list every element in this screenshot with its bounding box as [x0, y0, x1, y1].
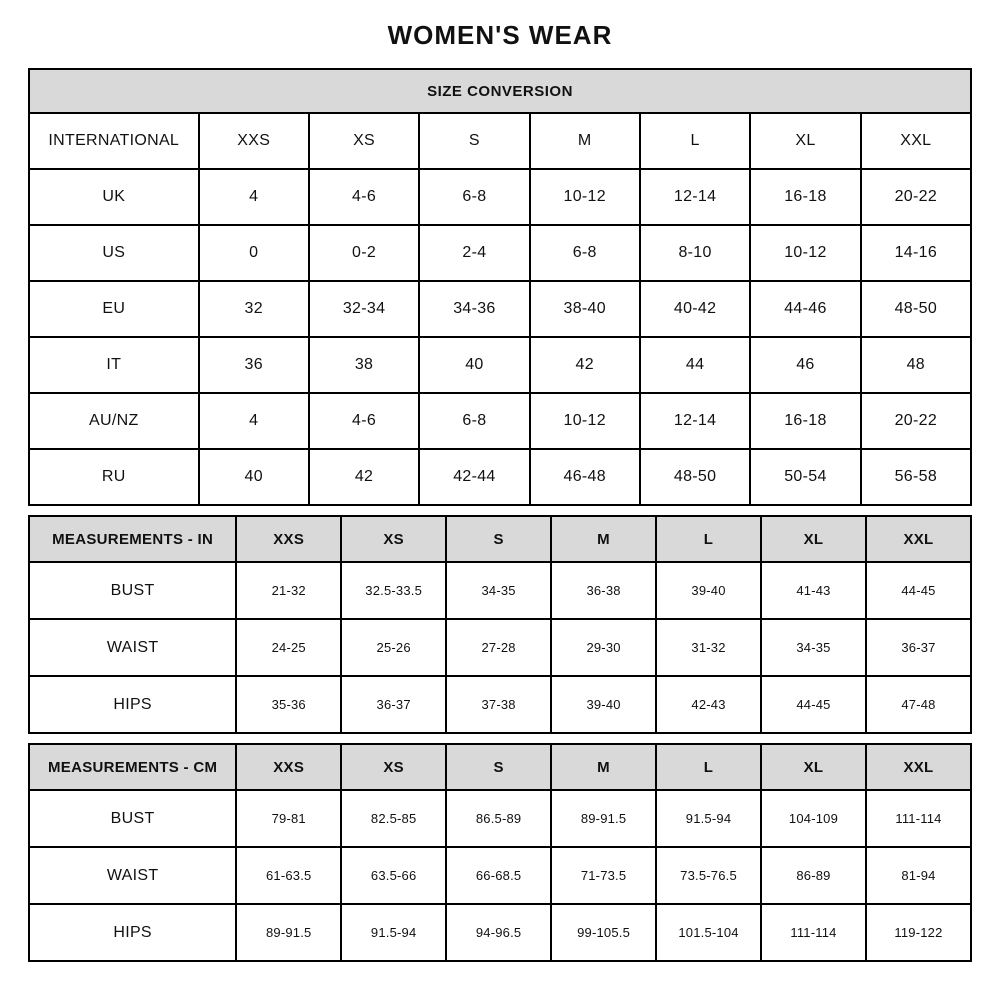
value-cell: 44-45	[761, 676, 866, 733]
value-cell: 63.5-66	[341, 847, 446, 904]
value-cell: 37-38	[446, 676, 551, 733]
value-cell: 0	[199, 225, 309, 281]
measurements-in-table	[28, 515, 972, 734]
value-cell: 27-28	[446, 619, 551, 676]
column-header: MEASUREMENTS - IN	[29, 516, 236, 562]
row-label: IT	[29, 337, 199, 393]
value-cell: 66-68.5	[446, 847, 551, 904]
column-header: XXL	[866, 744, 971, 790]
value-cell: 36-38	[551, 562, 656, 619]
table-row	[29, 169, 971, 225]
value-cell: 91.5-94	[656, 790, 761, 847]
table-row	[29, 562, 971, 619]
value-cell: 10-12	[530, 169, 640, 225]
value-cell: 111-114	[761, 904, 866, 961]
value-cell: 32	[199, 281, 309, 337]
table-row	[29, 281, 971, 337]
table-title: SIZE CONVERSION	[29, 69, 971, 113]
column-header: XS	[309, 113, 419, 169]
column-header: M	[530, 113, 640, 169]
value-cell: 48	[861, 337, 971, 393]
value-cell: 25-26	[341, 619, 446, 676]
column-header: XS	[341, 744, 446, 790]
column-header: XL	[750, 113, 860, 169]
value-cell: 46	[750, 337, 860, 393]
value-cell: 32.5-33.5	[341, 562, 446, 619]
value-cell: 35-36	[236, 676, 341, 733]
value-cell: 61-63.5	[236, 847, 341, 904]
value-cell: 24-25	[236, 619, 341, 676]
value-cell: 48-50	[861, 281, 971, 337]
column-header: XXS	[236, 516, 341, 562]
table-row	[29, 449, 971, 505]
table-row	[29, 676, 971, 733]
column-header: XXL	[861, 113, 971, 169]
value-cell: 4	[199, 393, 309, 449]
value-cell: 42-43	[656, 676, 761, 733]
value-cell: 16-18	[750, 393, 860, 449]
value-cell: 91.5-94	[341, 904, 446, 961]
value-cell: 12-14	[640, 169, 750, 225]
value-cell: 39-40	[656, 562, 761, 619]
row-label: BUST	[29, 562, 236, 619]
value-cell: 89-91.5	[236, 904, 341, 961]
value-cell: 4-6	[309, 169, 419, 225]
column-header: XL	[761, 744, 866, 790]
value-cell: 34-35	[761, 619, 866, 676]
value-cell: 79-81	[236, 790, 341, 847]
value-cell: 111-114	[866, 790, 971, 847]
column-header: L	[640, 113, 750, 169]
value-cell: 36-37	[341, 676, 446, 733]
value-cell: 34-36	[419, 281, 529, 337]
value-cell: 44-46	[750, 281, 860, 337]
value-cell: 41-43	[761, 562, 866, 619]
value-cell: 101.5-104	[656, 904, 761, 961]
column-header: M	[551, 744, 656, 790]
value-cell: 38-40	[530, 281, 640, 337]
value-cell: 42	[309, 449, 419, 505]
table-row	[29, 847, 971, 904]
row-label: EU	[29, 281, 199, 337]
value-cell: 40	[419, 337, 529, 393]
value-cell: 86.5-89	[446, 790, 551, 847]
row-label: US	[29, 225, 199, 281]
column-header: S	[419, 113, 529, 169]
value-cell: 44-45	[866, 562, 971, 619]
table-row	[29, 904, 971, 961]
value-cell: 40	[199, 449, 309, 505]
column-header: XXS	[199, 113, 309, 169]
value-cell: 36-37	[866, 619, 971, 676]
value-cell: 12-14	[640, 393, 750, 449]
row-label: WAIST	[29, 619, 236, 676]
table-header-row	[29, 744, 971, 790]
value-cell: 2-4	[419, 225, 529, 281]
value-cell: 6-8	[419, 169, 529, 225]
row-label: WAIST	[29, 847, 236, 904]
page-title: WOMEN'S WEAR	[387, 20, 613, 50]
table-title-row	[29, 69, 971, 113]
value-cell: 20-22	[861, 169, 971, 225]
table-row	[29, 790, 971, 847]
value-cell: 10-12	[750, 225, 860, 281]
column-header: XXL	[866, 516, 971, 562]
value-cell: 0-2	[309, 225, 419, 281]
value-cell: 36	[199, 337, 309, 393]
column-header: XS	[341, 516, 446, 562]
value-cell: 4-6	[309, 393, 419, 449]
value-cell: 94-96.5	[446, 904, 551, 961]
value-cell: 29-30	[551, 619, 656, 676]
value-cell: 99-105.5	[551, 904, 656, 961]
value-cell: 34-35	[446, 562, 551, 619]
column-header: S	[446, 516, 551, 562]
column-header: MEASUREMENTS - CM	[29, 744, 236, 790]
value-cell: 6-8	[419, 393, 529, 449]
column-header: XL	[761, 516, 866, 562]
value-cell: 32-34	[309, 281, 419, 337]
value-cell: 48-50	[640, 449, 750, 505]
column-header: L	[656, 516, 761, 562]
value-cell: 71-73.5	[551, 847, 656, 904]
value-cell: 31-32	[656, 619, 761, 676]
table-row	[29, 337, 971, 393]
value-cell: 89-91.5	[551, 790, 656, 847]
table-row	[29, 619, 971, 676]
row-label: UK	[29, 169, 199, 225]
value-cell: 119-122	[866, 904, 971, 961]
value-cell: 6-8	[530, 225, 640, 281]
column-header: XXS	[236, 744, 341, 790]
value-cell: 56-58	[861, 449, 971, 505]
row-label: HIPS	[29, 904, 236, 961]
measurements-cm-table	[28, 743, 972, 962]
table-header-row	[29, 516, 971, 562]
row-label: AU/NZ	[29, 393, 199, 449]
table-row	[29, 393, 971, 449]
value-cell: 40-42	[640, 281, 750, 337]
table-row	[29, 113, 971, 169]
value-cell: 47-48	[866, 676, 971, 733]
row-label: HIPS	[29, 676, 236, 733]
size-conversion-table	[28, 68, 972, 506]
column-header: L	[656, 744, 761, 790]
value-cell: 20-22	[861, 393, 971, 449]
value-cell: 21-32	[236, 562, 341, 619]
value-cell: 104-109	[761, 790, 866, 847]
value-cell: 86-89	[761, 847, 866, 904]
value-cell: 38	[309, 337, 419, 393]
value-cell: 42-44	[419, 449, 529, 505]
value-cell: 82.5-85	[341, 790, 446, 847]
value-cell: 42	[530, 337, 640, 393]
row-label: RU	[29, 449, 199, 505]
value-cell: 46-48	[530, 449, 640, 505]
value-cell: 39-40	[551, 676, 656, 733]
column-header: S	[446, 744, 551, 790]
value-cell: 10-12	[530, 393, 640, 449]
column-header: INTERNATIONAL	[29, 113, 199, 169]
value-cell: 4	[199, 169, 309, 225]
column-header: M	[551, 516, 656, 562]
table-row	[29, 225, 971, 281]
value-cell: 81-94	[866, 847, 971, 904]
value-cell: 44	[640, 337, 750, 393]
value-cell: 16-18	[750, 169, 860, 225]
value-cell: 73.5-76.5	[656, 847, 761, 904]
value-cell: 50-54	[750, 449, 860, 505]
row-label: BUST	[29, 790, 236, 847]
value-cell: 8-10	[640, 225, 750, 281]
value-cell: 14-16	[861, 225, 971, 281]
